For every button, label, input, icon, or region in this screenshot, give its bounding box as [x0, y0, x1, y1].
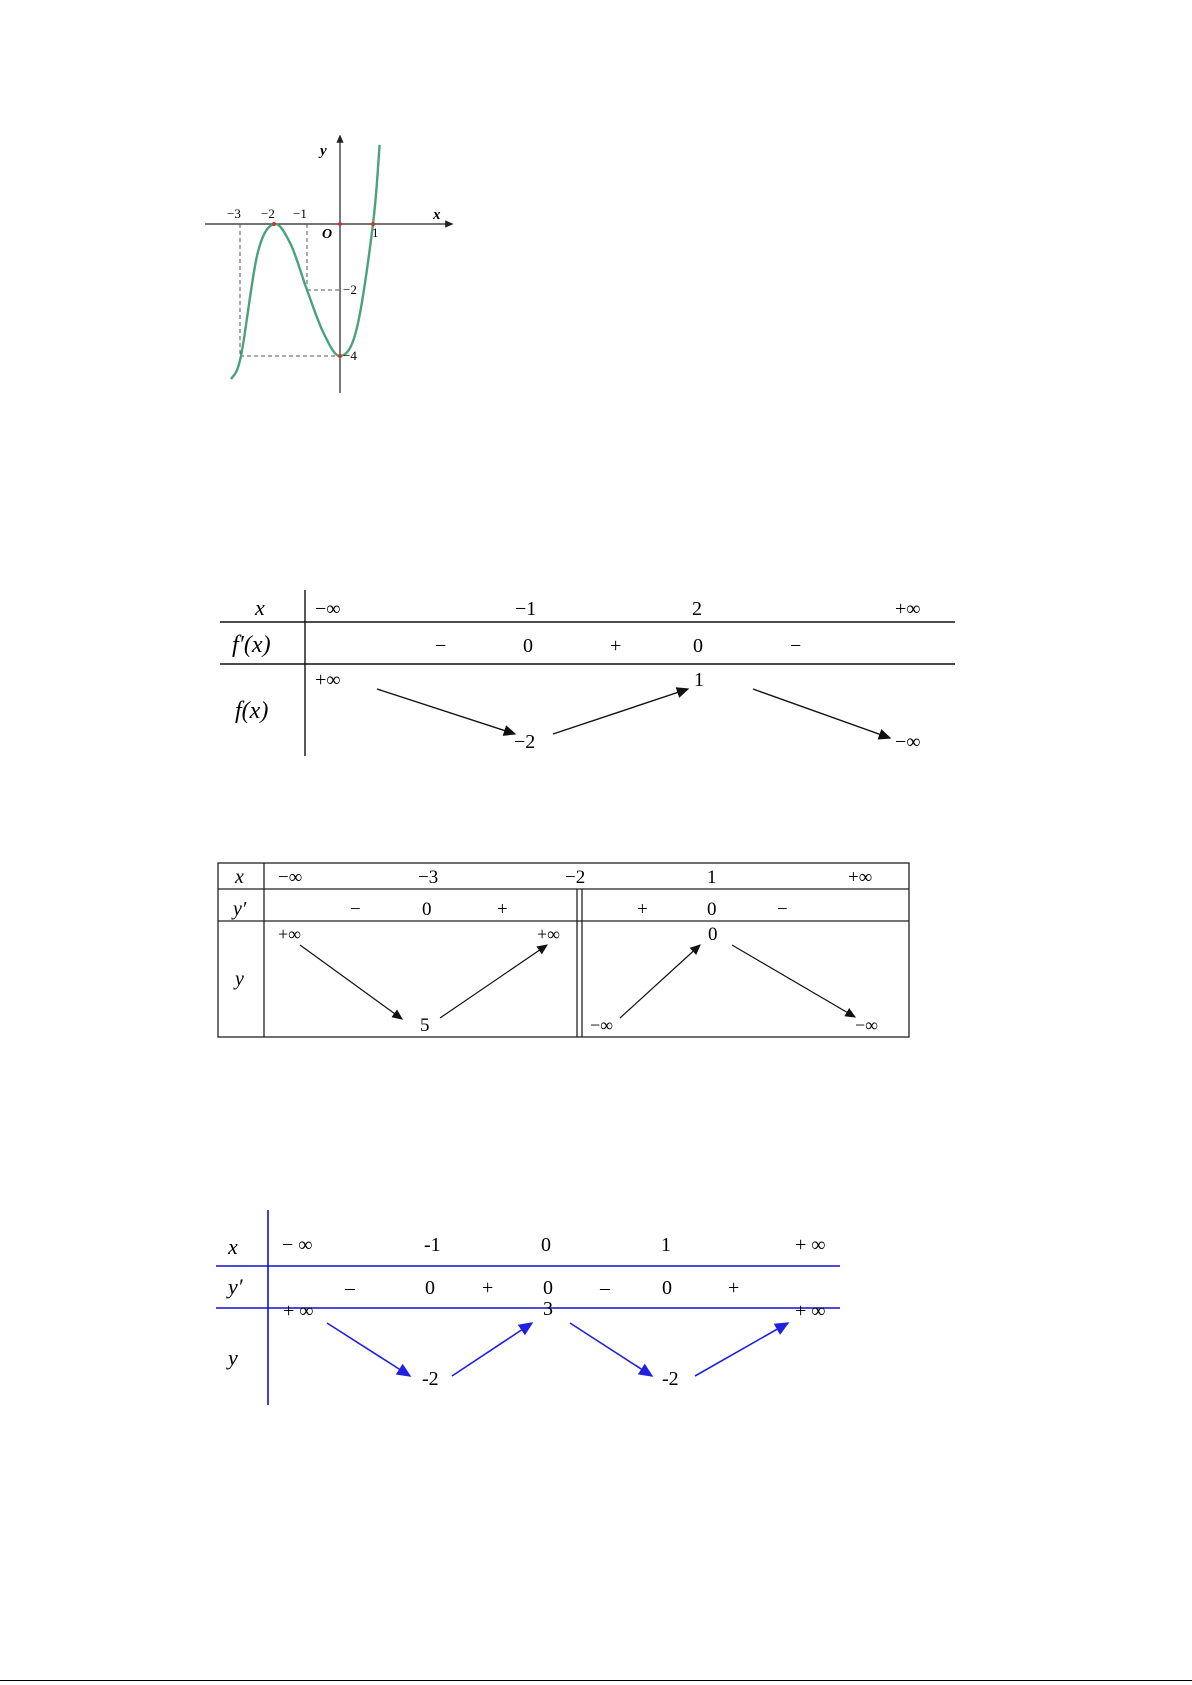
x-value: 1	[707, 867, 717, 888]
x-value: −∞	[278, 867, 303, 888]
f-value: 1	[694, 669, 704, 691]
x-value: + ∞	[795, 1234, 826, 1256]
sign: 0	[543, 1277, 553, 1299]
sign: −	[350, 899, 361, 920]
arrow-decreasing	[300, 945, 402, 1019]
arrow-decreasing	[327, 1323, 410, 1376]
x-value: − ∞	[282, 1234, 313, 1256]
y-value: −∞	[590, 1015, 613, 1035]
arrow-decreasing	[732, 945, 855, 1017]
sign: 0	[425, 1277, 435, 1299]
x-value: −2	[565, 867, 586, 888]
row-label-function: f(x)	[235, 698, 269, 724]
x-axis-label: x	[433, 207, 441, 223]
y-value: -2	[422, 1368, 439, 1390]
variation-table-1	[210, 590, 960, 765]
x-value: +∞	[848, 867, 873, 888]
function-graph	[205, 135, 465, 395]
y-value: 0	[708, 924, 718, 945]
f-value: −2	[514, 731, 536, 753]
row-label-x: x	[228, 1234, 238, 1259]
y-value: 5	[420, 1015, 430, 1036]
point-origin	[338, 222, 342, 226]
x-value: −3	[418, 867, 439, 888]
sign: 0	[707, 899, 717, 920]
y-value: 3	[543, 1298, 553, 1320]
y-value: +∞	[278, 924, 301, 944]
sign: +	[637, 899, 648, 920]
arrow-increasing	[695, 1323, 788, 1376]
x-value: -1	[424, 1234, 441, 1256]
y-value: +∞	[537, 924, 560, 944]
sign: −	[777, 899, 788, 920]
arrow-decreasing	[377, 689, 515, 734]
sign: +	[497, 899, 508, 920]
variation-table-3	[210, 1210, 850, 1420]
sign: +	[728, 1277, 740, 1299]
row-label-x: x	[235, 866, 244, 888]
sign: +	[610, 635, 622, 657]
x-value: 2	[692, 598, 702, 620]
row-label-derivative: y′	[233, 898, 247, 920]
cubic-curve	[231, 145, 380, 379]
sign: 0	[422, 899, 432, 920]
sign: 0	[523, 635, 533, 657]
point-min	[338, 354, 342, 358]
y-tick-label: −2	[343, 282, 357, 297]
arrow-decreasing	[570, 1323, 652, 1376]
point-max	[272, 222, 276, 226]
row-label-derivative: y′	[228, 1274, 243, 1299]
x-tick-label: −2	[261, 206, 275, 221]
sign: +	[482, 1277, 494, 1299]
x-value: +∞	[895, 598, 921, 620]
arrow-increasing	[440, 945, 547, 1018]
origin-label: O	[322, 227, 333, 242]
x-value: −∞	[315, 598, 341, 620]
y-value: + ∞	[795, 1300, 826, 1322]
variation-table-2	[210, 855, 920, 1045]
sign: –	[345, 1277, 355, 1299]
x-value: 1	[661, 1234, 671, 1256]
row-label-function: y	[228, 1345, 238, 1370]
f-value: +∞	[315, 669, 341, 691]
x-tick-label: 1	[372, 225, 379, 240]
x-value: 0	[541, 1234, 551, 1256]
row-label-derivative: f′(x)	[232, 632, 271, 658]
sign: −	[790, 635, 802, 657]
f-value: −∞	[895, 731, 921, 753]
y-value: -2	[662, 1368, 679, 1390]
sign: –	[600, 1277, 610, 1299]
page-bottom-rule	[0, 1680, 1192, 1681]
x-tick-label: −1	[293, 206, 307, 221]
y-axis-label: y	[320, 143, 327, 159]
x-tick-label: −3	[227, 206, 241, 221]
arrow-decreasing	[753, 689, 890, 738]
y-value: −∞	[855, 1015, 878, 1035]
arrow-increasing	[553, 689, 688, 734]
sign: −	[435, 635, 447, 657]
sign: 0	[693, 635, 703, 657]
row-label-x: x	[255, 595, 265, 620]
x-value: −1	[515, 598, 537, 620]
arrow-increasing	[620, 945, 700, 1018]
arrow-increasing	[452, 1323, 532, 1376]
y-value: + ∞	[283, 1300, 314, 1322]
sign: 0	[662, 1277, 672, 1299]
row-label-function: y	[235, 968, 244, 990]
y-tick-label: −4	[343, 348, 357, 363]
